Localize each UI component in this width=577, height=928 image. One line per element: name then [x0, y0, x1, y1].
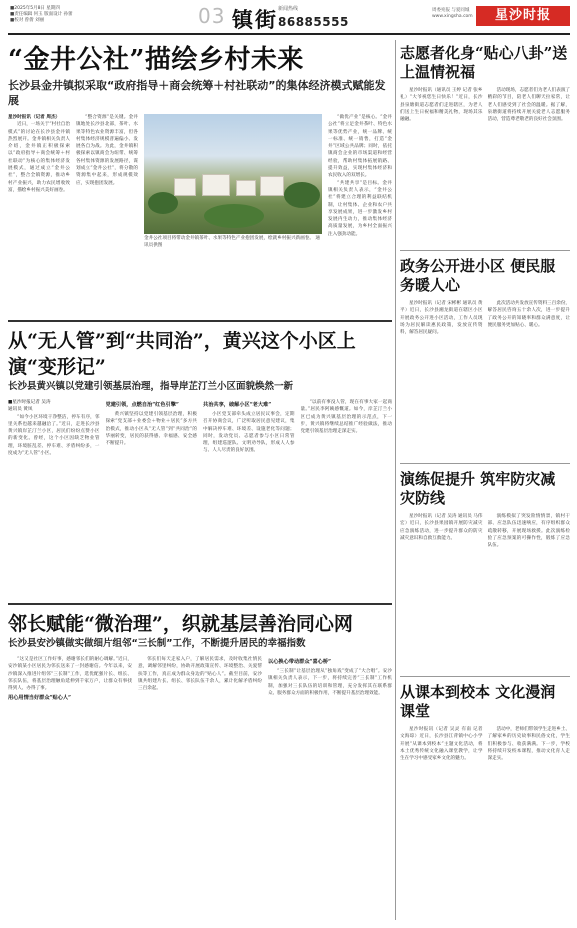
- sidebar-story-col: 星沙时报讯（记者 宋彬彬 通讯员 黄平）近日，长沙县湘龙街道在辖区小区开展政务公开进小区活动，工作人员现场为居民解读惠民政策，发放宣传资料，解答居民疑问。: [400, 301, 483, 336]
- lead-byline: 星沙时报讯（记者 周杰）: [8, 115, 61, 120]
- lead-col-1: [8, 114, 70, 314]
- lead-paragraph: “做优产业”是核心。“金井公社”将立足金井茶叶、特色水果等优势产业，统一品牌、统一标准、统一销售，打造“金井”区域公共品牌；同时，依托镇商会企业的市场渠道和经营经验，帮助村集体拓展销路、提升效益，实现村集体经济和农民收入的双增长。: [328, 115, 392, 179]
- story-two: [8, 328, 392, 597]
- sidebar-rule: [400, 676, 570, 677]
- story-three-paragraph: 邻长们每天走家入户，了解居民需求，及时收集社情民意，调解邻里纠纷，协助开展政策宣传、环境整治、关爱帮扶等工作，真正成为群众身边的“贴心人”。截至目前，安沙镇共组建片长、组长、邻长队伍千余人，累计化解矛盾纠纷三百余起。: [138, 657, 262, 692]
- section-name: 镇街: [232, 7, 278, 32]
- story-three-paragraph: “三长制”让基层治理从“独角戏”变成了“大合唱”。安沙镇相关负责人表示，下一步，将持续完善“三长制”工作机制，加强对三长队伍的培训和管理，充分发挥其在联系群众、服务群众方面的积极作用，不断提升基层治理效能。: [268, 669, 392, 696]
- header-rule: [8, 33, 570, 35]
- lead-story: [8, 44, 392, 314]
- sidebar-rule: [400, 463, 570, 464]
- story-two-paragraph: “以前有事没人管，现在有事大家一起商量。”居民李阿姨感慨道。如今，岸芷汀兰小区已成为黄兴镇基层治理的示范点，下一步，黄兴镇将继续总结推广经验做法，推动党建引领基层治理走深走实。: [300, 400, 392, 435]
- sidebar-story-col: 星沙时报讯（记者 吴涛 通讯员 马伟宏）近日，长沙县果园镇开展防灾减灾应急演练活动，进一步提升群众的防灾减灾意识和自救互救能力。: [400, 514, 483, 541]
- lead-col-3: [328, 114, 392, 314]
- section-rule: [8, 320, 392, 322]
- sidebar-story-col: 星沙时报讯（通讯员 王婷 记者 张乡礼）“大爷祝您生日快乐！”近日，长沙县泉塘街道志愿者们走进辖区，为老人们送上生日祝福和精美礼物，现场其乐融融。: [400, 88, 483, 123]
- story-three: [8, 611, 392, 886]
- column-divider: [395, 40, 396, 920]
- story-three-subtitle-1: 用心用情当好群众“贴心人”: [8, 695, 72, 702]
- story-two-col-3: [203, 399, 295, 597]
- header-right-meta: [432, 8, 473, 20]
- sidebar-story-2: [400, 257, 570, 457]
- sidebar-story-col: 此次活动共发放宣传资料三百余份，解答居民咨询五十余人次，进一步提升了政务公开的知晓率和群众满意度，让便民服务更加贴心、暖心。: [487, 301, 570, 328]
- story-two-byline: ■星沙时报记者 吴涛: [8, 400, 51, 405]
- story-three-headline: 邻长赋能“微治理”，织就基层善治同心网: [8, 613, 353, 635]
- story-two-paragraph: “如今小区环境干净整洁，停车有序，邻里关系也越来越融洽了。”近日，走进长沙县黄兴镇岸芷汀兰小区，居民们纷纷点赞小区的新变化。曾经，这个小区因缺乏物业管理，环境脏乱差、停车难、矛盾纠纷多，一度成为“无人管”小区。: [8, 414, 100, 457]
- story-three-subhead: 长沙县安沙镇做实做细片组邻“三长制”工作，不断提升居民的幸福指数: [8, 638, 306, 649]
- lead-paragraph: “共建共享”是目标。金井镇相关负责人表示，“金井公社”将建立合理的利益联结机制，让村集体、企业和农户共享发展成果，进一步激发乡村发展内生动力，推动集体经济高质量发展，为乡村全面振兴注入强劲动能。: [328, 180, 392, 237]
- website: www.xingsha.com: [432, 14, 473, 19]
- lead-paragraph: 近日，一场关于“村社自治模式”的讨论在长沙县金井镇热烈展开。金井镇相关负责人介绍，金井镇正积极探索以“政府指导＋商会统筹＋村社联动”为核心的集体经济发展模式，通过成立“金井公社”，整合全镇资源，推动乡村产业振兴，助力农民增收致富，描绘乡村振兴美好画卷。: [8, 122, 70, 193]
- hotline-label: 新闻热线: [278, 6, 299, 12]
- section-rule: [8, 603, 392, 605]
- story-two-subhead: 长沙县黄兴镇以党建引领基层治理，指导岸芷汀兰小区面貌焕然一新: [8, 381, 294, 392]
- sidebar-story-3: [400, 470, 570, 670]
- story-two-col-1: [8, 399, 100, 597]
- sidebar-story-title: 志愿者化身“贴心八卦”送上温情祝福: [400, 44, 568, 81]
- proof-credits: ■校对 曾倩 刘丽: [10, 18, 45, 23]
- sidebar-story-col: 活动中，老师们带领学生走进乡土、了解家乡的历史故事和民俗文化，学生们积极参与、收获满满。下一步，学校将持续开发校本课程，推动文化育人走深走实。: [487, 727, 570, 762]
- sidebar-story-col: 活动现场，志愿者们为老人们表演了精彩的节目，陪老人们聊天拉家常，让老人们感受到了社会的温暖。据了解，泉塘街道将持续开展关爱老人志愿服务活动，营造尊老敬老的良好社会氛围。: [487, 88, 570, 123]
- sidebar-story-4: [400, 683, 570, 903]
- editor-credits: ■责任编辑 何玉 版面设计 孙蕾: [10, 12, 73, 17]
- story-two-col-2: [106, 399, 198, 597]
- sidebar-rule: [400, 250, 570, 251]
- sidebar-story-col: 星沙时报讯（记者 吴灵 有南 记者 文海琼）近日，长沙县江背镇中心小学开展“从课本到校本”主题文化活动，将本土优秀传统文化融入课堂教学，让学生在学习中感受家乡文化的魅力。: [400, 727, 483, 762]
- lead-paragraph: “整合资源”是关键。金井镇地处长沙县北部，茶叶、水果等特色农业资源丰富，但各村集体经济规模普遍偏小、发展各自为战。为此，金井镇积极探索以镇商会为纽带、统筹各村集体资源的发展路径，谋划成立“金井公社”，将分散的资源集中起来，形成规模效应，实现抱团发展。: [76, 115, 138, 186]
- lead-col-2: [76, 114, 138, 314]
- sidebar-story-title: 从课本到校本 文化漫润课堂: [400, 683, 556, 720]
- newspaper-brand-logo: 星沙时报: [476, 6, 570, 26]
- sidebar-story-col: 演练模拟了突发险情情景，镇村干部、应急队伍迅速响应，有序组织群众疏散转移，开展现场救援。此次演练检验了应急预案的可操作性，锻炼了应急队伍。: [487, 514, 570, 549]
- header-meta: [10, 6, 73, 24]
- story-two-subtitle-2: 共治共享，破解小区“老大难”: [203, 402, 272, 408]
- story-two-col-4: [301, 399, 393, 597]
- photo-caption: 金井公社项目将带动金井镇茶叶、水果等特色产业抱团发展，绘就乡村振兴新画卷。 通讯员供图: [144, 236, 321, 248]
- story-two-subtitle-1: 党建引领，点燃自治“红色引擎”: [105, 402, 179, 408]
- lead-subhead: 长沙县金井镇拟采取“政府指导＋商会统筹＋村社联动”的集体经济模式赋能发展: [8, 79, 386, 107]
- story-three-col-1: [8, 656, 132, 886]
- slogan: 周委宛报 与爱同城: [432, 8, 470, 13]
- lead-photo-block: [144, 114, 322, 314]
- story-three-col-3: [268, 656, 392, 886]
- main-column: [8, 44, 392, 886]
- issue-date: ■2025年5月8日 星期四: [10, 6, 60, 11]
- sidebar-story-1: [400, 44, 570, 244]
- sidebar-story-title: 演练促提升 筑牢防灾减灾防线: [400, 470, 556, 507]
- story-three-col-2: [138, 656, 262, 886]
- story-two-paragraph: 黄兴镇坚持以党建引领基层治理，积极探索“党支部＋业委会＋物业＋居民”多方共治模式，推动小区从“无人管”到“共同治”的华丽转变，居民的获得感、幸福感、安全感不断提升。: [105, 412, 197, 447]
- hotline-number: 86885555: [278, 15, 349, 29]
- lead-headline: “金井公社”描绘乡村未来: [8, 45, 304, 75]
- sidebar-column: [400, 44, 570, 903]
- story-three-subtitle-2: 以心换心带动群众“喜心桥”: [268, 659, 332, 665]
- story-two-headline: 从“无人管”到“共同治”，黄兴这个小区上演“变形记”: [8, 330, 356, 378]
- story-three-paragraph: “这又是社区工作好事，感谢邻长们的耐心调解。”近日，安沙镇某小区居民为邻长送来了一封感谢信。今年以来，安沙镇深入推进片组邻“三长制”工作，选优配强片长、组长、邻长队伍，将基层治理触角延伸到千家万户，让群众有事找得到人、办得了事。: [8, 657, 132, 692]
- story-two-byline-2: 通讯员 黄凤: [8, 407, 33, 413]
- page-header: [0, 0, 577, 38]
- story-two-paragraph: 小区党支部牵头成立居民议事会，定期召开协商会议，广泛听取居民意见建议，集中解决停车难、环境差、设施老化等问题；同时，发动党员、志愿者参与小区日常管理，组建巡逻队、文明劝导队，形成人人参与、人人尽责的良好氛围。: [203, 412, 295, 454]
- page-number: 03: [198, 4, 226, 28]
- village-aerial-photo: [144, 114, 322, 234]
- sidebar-story-title: 政务公开进小区 便民服务暖人心: [400, 257, 556, 294]
